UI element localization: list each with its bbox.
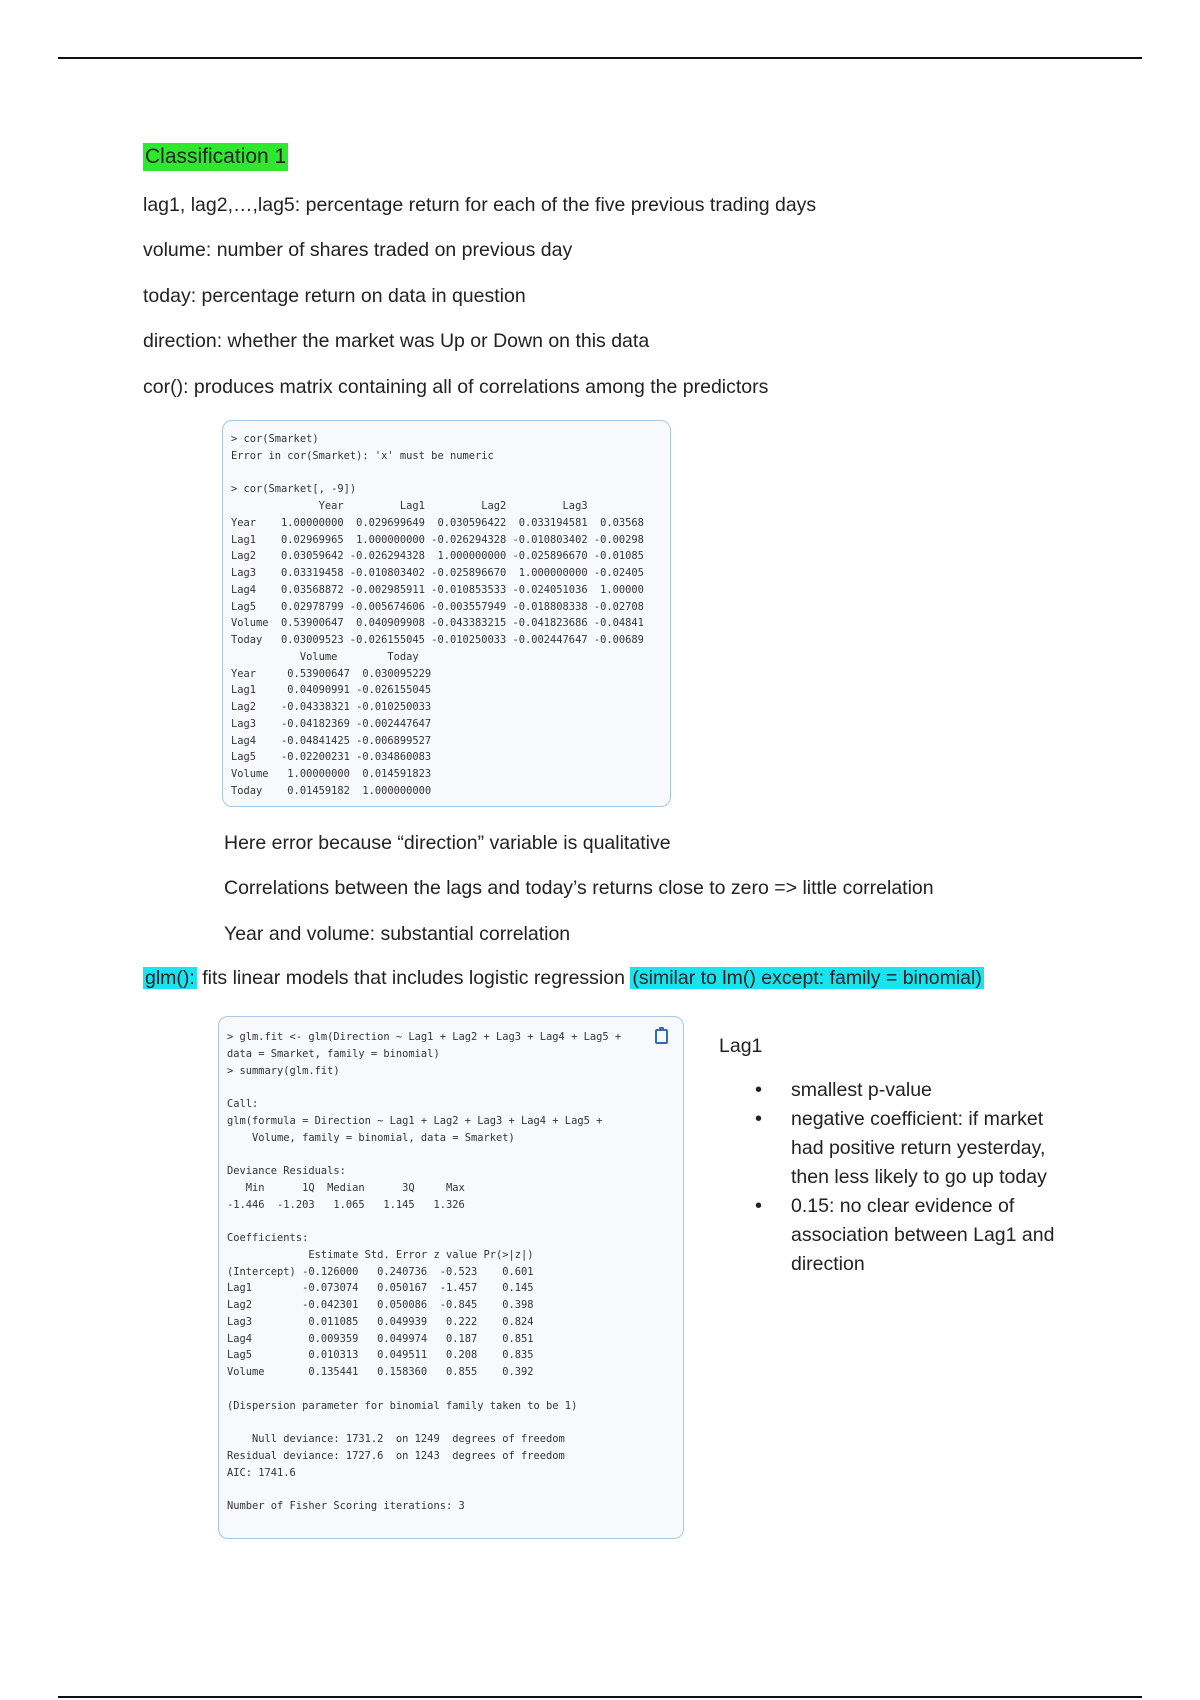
intro-cor-definition: cor(): produces matrix containing all of correlations among the predictors	[143, 376, 769, 398]
copy-icon[interactable]	[655, 1029, 668, 1044]
glm-code-block	[218, 1016, 684, 1539]
note-error-qualitative: Here error because “direction” variable is qualitative	[224, 832, 671, 854]
intro-today-definition: today: percentage return on data in question	[143, 285, 526, 307]
intro-volume-definition: volume: number of shares traded on previous day	[143, 239, 573, 261]
footer-rule	[58, 1696, 1142, 1698]
bullet-item: • smallest p-value	[755, 1076, 1055, 1105]
section-heading: Classification 1	[143, 143, 288, 171]
cor-code-block	[222, 420, 671, 807]
note-year-volume: Year and volume: substantial correlation	[224, 923, 571, 945]
glm-description-text: fits linear models that includes logistic regression	[196, 967, 631, 989]
glm-highlight: glm():	[145, 967, 195, 989]
cor-code-text: > cor(Smarket) Error in cor(Smarket): 'x' must be numeric > cor(Smarket[, -9]) Year Lag1 Lag2 Lag3 Year 1.00000000 0.029699649 0.030596422 0.033194581 0.03568 Lag1 0.02969965 1.000000000 -0.026294328 -0.010803402 -0.00298 Lag2 0.03059642 -0.026294328 1.000000000 -0.025896670 -0.01085 Lag3 0.03319458 -0.010803402 -0.025896670 1.000000000 -0.02405 Lag4 0.03568872 -0.002985911 -0.010853533 -0.024051036 1.00000 Lag5 0.02978799 -0.005674606 -0.003557949 -0.018808338 -0.02708 Volume 0.53900647 0.040909908 -0.043383215 -0.041823686 -0.04841 Today 0.03009523 -0.026155045 -0.010250033 -0.002447647 -0.00689 Volume Today Year 0.53900647 0.030095229 Lag1 0.04090991 -0.026155045 Lag2 -0.04338321 -0.010250033 Lag3 -0.04182369 -0.002447647 Lag4 -0.04841425 -0.006899527 Lag5 -0.02200231 -0.034860083 Volume 1.00000000 0.014591823 Today 0.01459182 1.000000000	[231, 433, 644, 797]
intro-direction-definition: direction: whether the market was Up or Down on this data	[143, 330, 650, 352]
note-lag-correlation: Correlations between the lags and today’s returns close to zero => little correlation	[224, 877, 934, 899]
glm-family-highlight: (similar to lm() except: family = binomial)	[632, 967, 982, 989]
glm-description	[143, 966, 984, 990]
glm-code-text: > glm.fit <- glm(Direction ~ Lag1 + Lag2 + Lag3 + Lag4 + Lag5 + data = Smarket, family = binomial) > summary(glm.fit) Call: glm(formula = Direction ~ Lag1 + Lag2 + Lag3 + Lag4 + Lag5 + Volume, family = binomial, data = Smarket) Deviance Residuals: Min 1Q Median 3Q Max -1.446 -1.203 1.065 1.145 1.326 Coefficients: Estimate Std. Error z value Pr(>|z|) (Intercept) -0.126000 0.240736 -0.523 0.601 Lag1 -0.073074 0.050167 -1.457 0.145 Lag2 -0.042301 0.050086 -0.845 0.398 Lag3 0.011085 0.049939 0.222 0.824 Lag4 0.009359 0.049974 0.187 0.851 Lag5 0.010313 0.049511 0.208 0.835 Volume 0.135441 0.158360 0.855 0.392 (Dispersion parameter for binomial family taken to be 1) Null deviance: 1731.2 on 1249 degrees of freedom Residual deviance: 1727.6 on 1243 degrees of freedom AIC: 1741.6 Number of Fisher Scoring iterations: 3	[227, 1031, 622, 1512]
intro-lag-definition: lag1, lag2,…,lag5: percentage return for each of the five previous trading days	[143, 194, 817, 216]
bullet-item: • 0.15: no clear evidence of association between Lag1 and direction	[755, 1192, 1055, 1279]
lag1-title: Lag1	[719, 1035, 763, 1057]
lag1-bullets	[755, 1076, 1055, 1279]
bullet-item: • negative coefficient: if market had positive return yesterday, then less likely to go up today	[755, 1105, 1055, 1192]
header-rule	[58, 57, 1142, 59]
